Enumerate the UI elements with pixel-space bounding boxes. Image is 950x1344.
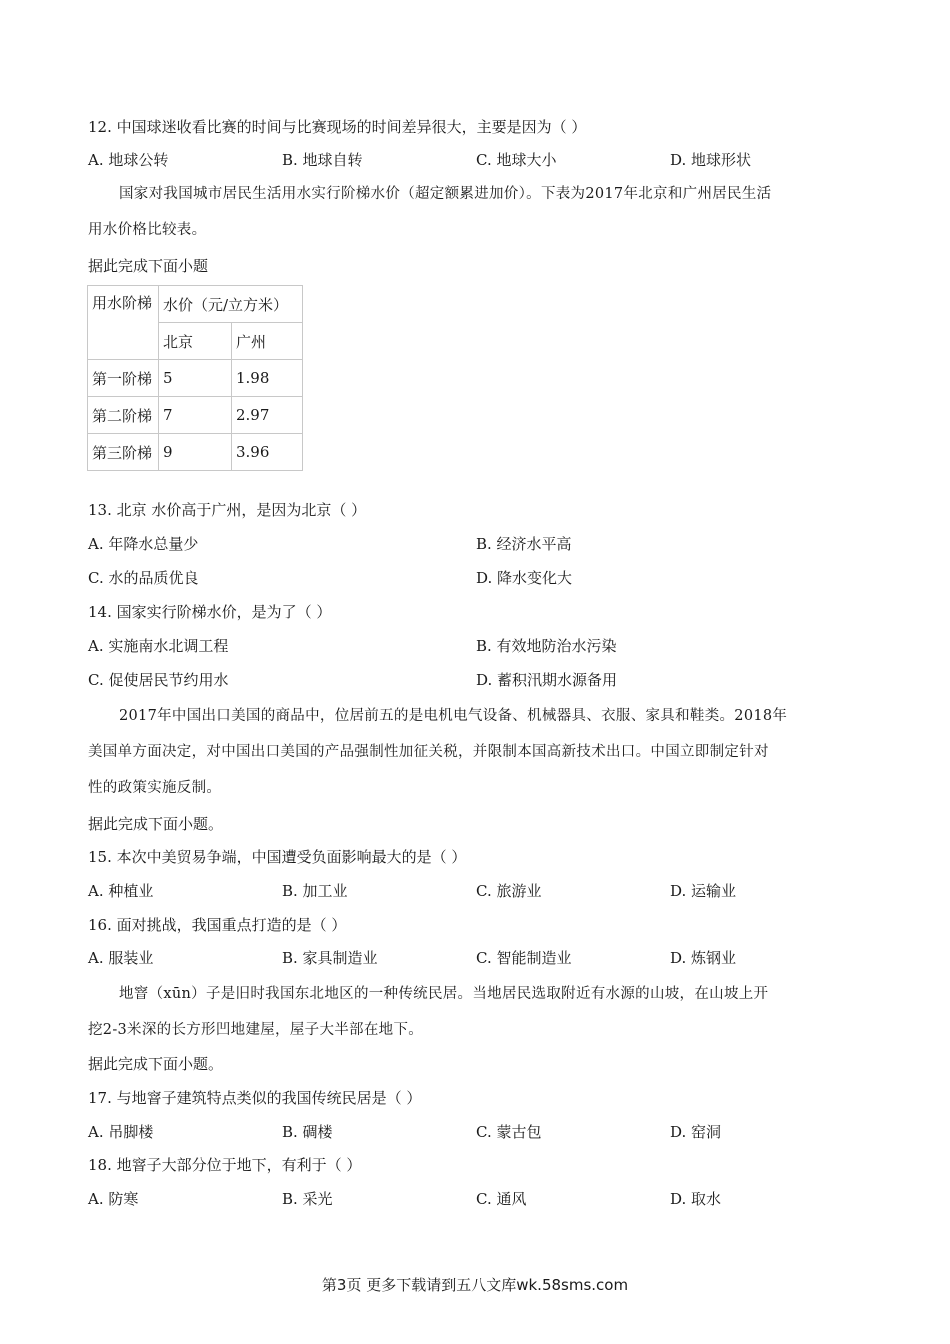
q16-stem: 16. 面对挑战，我国重点打造的是（ ） xyxy=(88,916,347,934)
q13-option-b: B. 经济水平高 xyxy=(476,535,572,553)
q13-option-a: A. 年降水总量少 xyxy=(88,535,199,553)
q13-option-d: D. 降水变化大 xyxy=(476,569,573,587)
q18-option-b: B. 采光 xyxy=(282,1190,333,1208)
q12-stem: 12. 中国球迷收看比赛的时间与比赛现场的时间差异很大，主要是因为（ ） xyxy=(88,118,587,136)
q12-option-a: A. 地球公转 xyxy=(88,151,169,169)
q13-option-c: C. 水的品质优良 xyxy=(88,569,199,587)
intro1-prompt: 据此完成下面小题 xyxy=(88,257,209,275)
q17-option-b: B. 碉楼 xyxy=(282,1123,333,1141)
intro2-prompt: 据此完成下面小题。 xyxy=(88,815,224,833)
q16-option-c: C. 智能制造业 xyxy=(476,949,572,967)
q16-option-a: A. 服装业 xyxy=(88,949,154,967)
q12-option-d: D. 地球形状 xyxy=(670,151,752,169)
q17-option-a: A. 吊脚楼 xyxy=(88,1123,154,1141)
q12-option-b: B. 地球自转 xyxy=(282,151,363,169)
intro3-line-2: 挖2-3米深的长方形凹地建屋，屋子大半部在地下。 xyxy=(88,1022,424,1038)
table-cell-guangzhou: 1.98 xyxy=(232,360,303,397)
table-cell-guangzhou: 3.96 xyxy=(232,434,303,471)
q14-stem: 14. 国家实行阶梯水价，是为了（ ） xyxy=(88,603,332,621)
table-cell-beijing: 7 xyxy=(159,397,232,434)
intro2-line-2: 美国单方面决定，对中国出口美国的产品强制性加征关税，并限制本国高新技术出口。中国立即制定针对 xyxy=(88,744,769,760)
q14-option-b: B. 有效地防治水污染 xyxy=(476,637,617,655)
q18-option-c: C. 通风 xyxy=(476,1190,527,1208)
q15-option-d: D. 运输业 xyxy=(670,882,737,900)
q16-option-d: D. 炼钢业 xyxy=(670,949,737,967)
intro2-line-1: 2017年中国出口美国的商品中，位居前五的是电机电气设备、机械器具、衣服、家具和鞋类。2018年 xyxy=(119,708,788,724)
q15-option-c: C. 旅游业 xyxy=(476,882,542,900)
q15-option-a: A. 种植业 xyxy=(88,882,154,900)
page-footer: 第3页 更多下载请到五八文库wk.58sms.com xyxy=(321,1276,629,1294)
q14-option-a: A. 实施南水北调工程 xyxy=(88,637,229,655)
table-cell-beijing: 9 xyxy=(159,434,232,471)
table-row xyxy=(88,397,303,434)
q16-option-b: B. 家具制造业 xyxy=(282,949,378,967)
intro2-line-3: 性的政策实施反制。 xyxy=(88,780,222,796)
q18-option-a: A. 防寒 xyxy=(88,1190,139,1208)
q17-stem: 17. 与地窨子建筑特点类似的我国传统民居是（ ） xyxy=(88,1089,422,1107)
table-cell-guangzhou: 2.97 xyxy=(232,397,303,434)
table-row xyxy=(88,360,303,397)
table-cell-tier: 第二阶梯 xyxy=(88,397,159,434)
q12-option-c: C. 地球大小 xyxy=(476,151,557,169)
q14-option-d: D. 蓄积汛期水源备用 xyxy=(476,671,618,689)
table-cell-tier: 第三阶梯 xyxy=(88,434,159,471)
q13-stem: 13. 北京 水价高于广州，是因为北京（ ） xyxy=(88,501,367,519)
table-cell-tier: 第一阶梯 xyxy=(88,360,159,397)
intro1-line-2: 用水价格比较表。 xyxy=(88,222,207,238)
q15-stem: 15. 本次中美贸易争端，中国遭受负面影响最大的是（ ） xyxy=(88,848,467,866)
intro1-line-1: 国家对我国城市居民生活用水实行阶梯水价（超定额累进加价）。下表为2017年北京和广州居民生活 xyxy=(119,186,772,202)
q15-option-b: B. 加工业 xyxy=(282,882,348,900)
table-cell-beijing: 5 xyxy=(159,360,232,397)
table-header-price: 水价（元/立方米） xyxy=(159,286,303,323)
water-price-table xyxy=(87,285,303,471)
q18-stem: 18. 地窨子大部分位于地下，有利于（ ） xyxy=(88,1156,362,1174)
intro3-line-1: 地窨（xūn）子是旧时我国东北地区的一种传统民居。当地居民选取附近有水源的山坡，在山坡上开 xyxy=(119,986,769,1002)
table-subheader-guangzhou: 广州 xyxy=(232,323,303,360)
table-subheader-beijing: 北京 xyxy=(159,323,232,360)
table-header-tier: 用水阶梯 xyxy=(88,286,159,360)
q17-option-c: C. 蒙古包 xyxy=(476,1123,542,1141)
table-row xyxy=(88,434,303,471)
q17-option-d: D. 窑洞 xyxy=(670,1123,722,1141)
q18-option-d: D. 取水 xyxy=(670,1190,722,1208)
intro3-prompt: 据此完成下面小题。 xyxy=(88,1055,224,1073)
q14-option-c: C. 促使居民节约用水 xyxy=(88,671,229,689)
